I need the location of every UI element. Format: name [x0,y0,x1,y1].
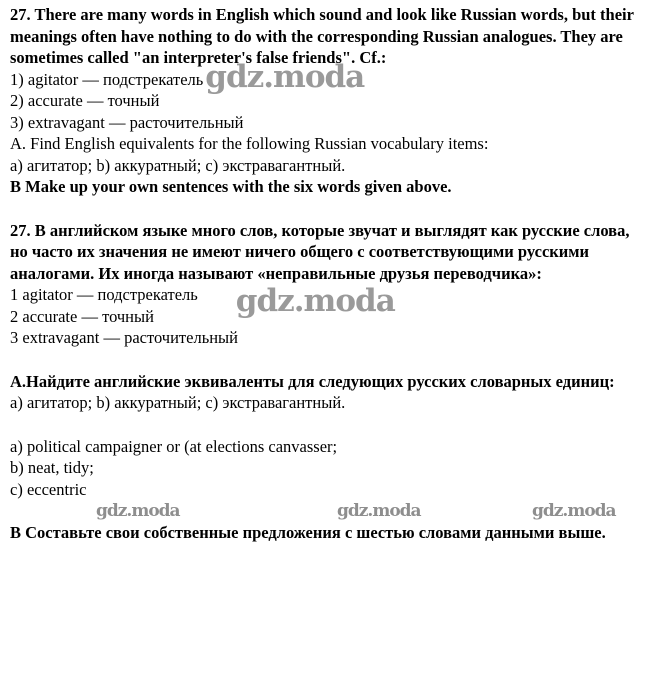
task-ru-item-3: 3 extravagant — расточительный [10,328,238,347]
task-en-intro: 27. There are many words in English which sound and look like Russian words, but their meanings often have nothing to do with the corresponding Russian analogues. They are sometimes called "an interpreter's false friends". Cf.: [10,5,634,67]
task-ru-item-2: 2 accurate — точный [10,306,154,326]
task-ru-item-1-text: 1 agitator — подстрекатель [10,285,198,304]
task-en-item-1 [10,58,650,95]
task-en-part-b: B Make up your own sentences with the six words given above. [10,177,452,196]
spacer [10,198,650,220]
task-en-part-a: A. Find English equivalents for the following Russian vocabulary items: [10,134,489,153]
task-ru-part-b: В Составьте свои собственные предложения с шестью словами данными выше. [10,523,606,542]
watermark-logo: gdz.moda [205,58,365,95]
task-en-item-1-text: 1) agitator — подстрекатель [10,69,204,89]
task-ru-part-a: А.Найдите английские эквиваленты для следующих русских словарных единиц: [10,371,615,391]
task-en-item-2: 2) accurate — точный [10,91,160,110]
watermark-logo: gdz.moda [96,501,180,521]
answer-a: a) political campaigner or (at elections canvasser; [10,436,338,456]
task-en-item-3: 3) extravagant — расточительный [10,112,244,132]
task-en-part-a-items: a) агитатор; b) аккуратный; c) экстравагантный. [10,155,346,175]
watermark-logo: gdz.moda [532,501,616,521]
spacer [10,349,650,371]
task-ru-intro: 27. В английском языке много слов, которые звучат и выглядят как русские слова, но часто их значения не имеют ничего общего с соответствующими русскими аналогами. Их иногда называют «неправильные друзья переводчика»: [10,220,630,283]
watermark-logo: gdz.moda [337,501,421,521]
answer-b: b) neat, tidy; [10,458,94,477]
answer-c: c) eccentric [10,479,87,499]
watermark-row [10,500,650,522]
watermark-logo: gdz.moda [235,283,395,319]
spacer [10,414,650,436]
document-page [10,4,650,544]
task-ru-part-a-items: а) агитатор; b) аккуратный; c) экстравагантный. [10,393,346,412]
